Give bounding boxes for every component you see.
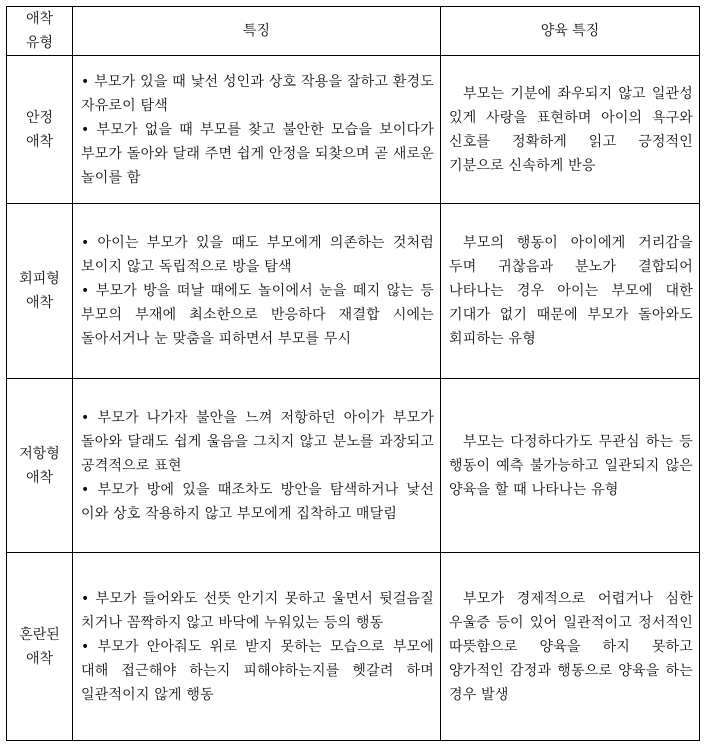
parenting-cell [441,204,700,379]
table-row-secure [7,56,700,204]
table-row-avoidant [7,204,700,379]
type-line2: 애착 [25,133,54,150]
type-cell [7,379,73,553]
feature-item: • 부모가 안아줘도 위로 받지 못하는 모습으로 부모에 대해 접근해야 하는지 피해야하는지를 헷갈려 하며 일관적이지 않게 행동 [81,638,434,703]
features-cell [73,379,441,553]
type-line1: 혼란된 [19,626,60,643]
feature-item: • 부모가 있을 때 낯선 성인과 상호 작용을 잘하고 환경도 자유로이 탐색 [81,73,434,114]
header-type-line2: 유형 [25,35,54,51]
header-attachment-type [7,7,73,56]
parenting-cell [441,553,700,741]
parenting-text: 부모의 행동이 아이에게 거리감을 두며 귀찮음과 분노가 결합되어 나타나는 경우 아이는 부모에 대한 기대가 없기 때문에 부모가 돌아와도 회피하는 유형 [449,235,693,347]
type-line2: 애착 [25,295,54,311]
parenting-cell [441,56,700,204]
parenting-text: 부모가 경제적으로 어렵거나 심한 우울증 등이 있어 일관적이고 정서적인 따뜻함으로 양육을 하지 못하고 양가적인 감정과 행동으로 양육을 하는 경우 발생 [449,590,693,703]
feature-item: • 부모가 없을 때 부모를 찾고 불안한 모습을 보이다가 부모가 돌아와 달래 주면 쉽게 안정을 되찾으며 곧 새로운 놀이를 함 [81,121,434,186]
type-line1: 회피형 [19,271,60,287]
feature-item: • 부모가 방을 떠날 때에도 놀이에서 눈을 떼지 않는 등 부모의 부재에 최소한으로 반응하다 재결합 시에는 돌아서거나 눈 맞춤을 피하면서 부모를 무시 [81,283,434,347]
type-line2: 애착 [25,469,54,486]
type-line1: 저항형 [19,445,60,462]
table-row-resistant [7,379,700,553]
parenting-cell [441,379,700,553]
header-row [7,7,700,56]
feature-item: • 부모가 들어와도 선뜻 안기지 못하고 울면서 뒷걸음질 치거나 꼼짝하지 않고 바닥에 누워있는 등의 행동 [81,590,434,631]
feature-item: • 아이는 부모가 있을 때도 부모에게 의존하는 것처럼 보이지 않고 독립적으로 방을 탐색 [81,235,434,275]
type-line2: 애착 [25,650,54,667]
type-cell [7,204,73,379]
parenting-text: 부모는 기분에 좌우되지 않고 일관성 있게 사랑을 표현하며 아이의 욕구와 신호를 정확하게 읽고 긍정적인 기분으로 신속하게 반응 [449,85,693,174]
feature-item: • 부모가 나가자 불안을 느껴 저항하던 아이가 부모가 돌아와 달래도 쉽게 울음을 그치지 않고 분노를 과장되고 공격적으로 표현 [81,409,434,474]
attachment-types-table [6,6,700,741]
type-cell [7,56,73,204]
features-cell [73,56,441,204]
header-features: 특징 [73,7,441,56]
type-line1: 안정 [25,109,54,126]
table-row-disorganized [7,553,700,741]
header-type-line1: 애착 [25,11,54,27]
features-cell [73,553,441,741]
parenting-text: 부모는 다정하다가도 무관심 하는 등 행동이 예측 불가능하고 일관되지 않은 양육을 할 때 나타나는 유형 [449,433,693,498]
feature-item: • 부모가 방에 있을 때조차도 방안을 탐색하거나 낯선 이와 상호 작용하지 않고 부모에게 집착하고 매달림 [81,481,434,522]
type-cell [7,553,73,741]
features-cell [73,204,441,379]
header-parenting: 양육 특징 [441,7,700,56]
